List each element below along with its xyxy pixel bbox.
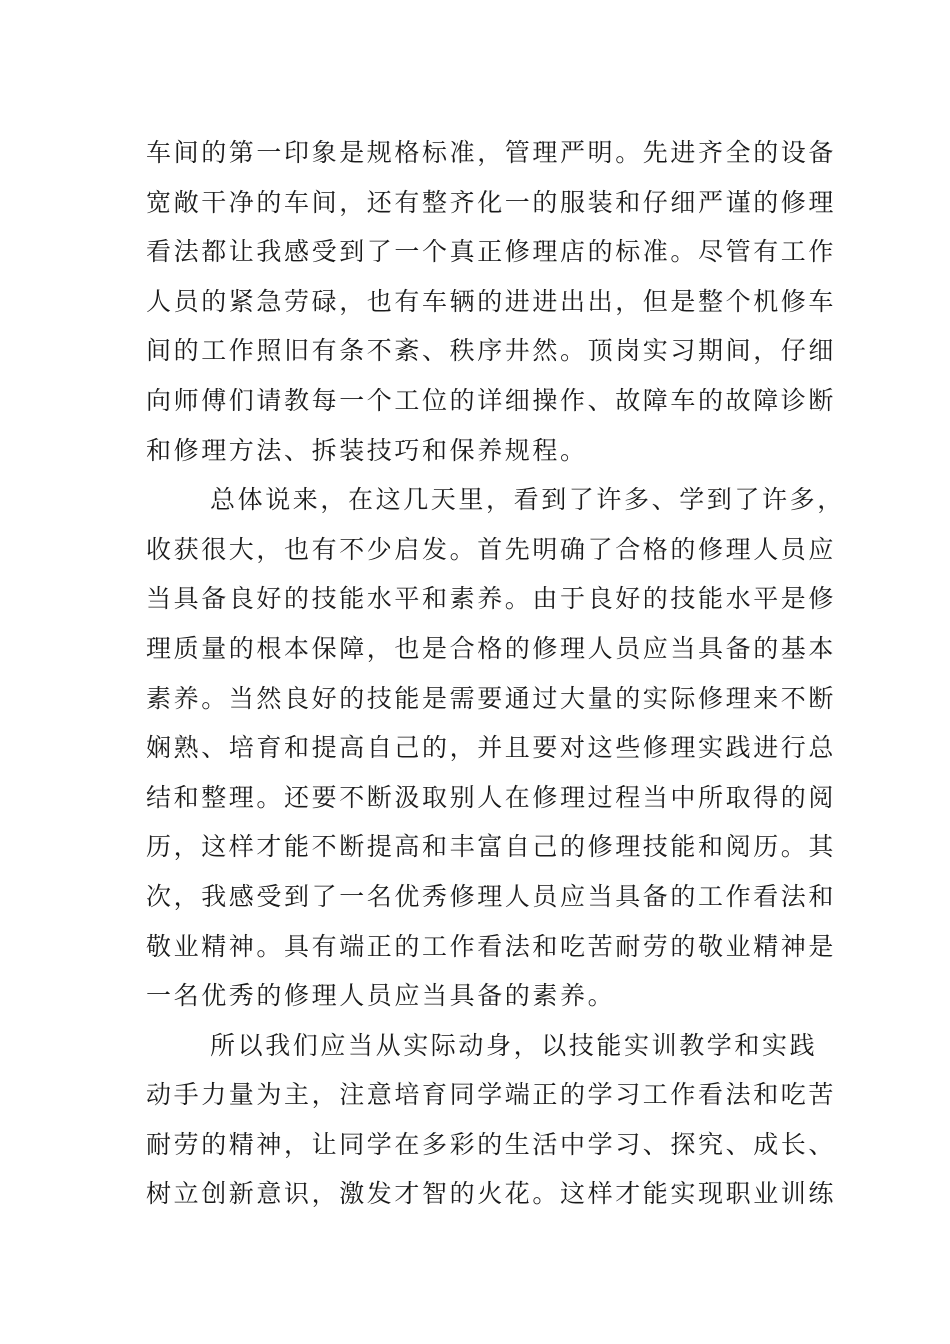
text-line: 树立创新意识，激发才智的火花。这样才能实现职业训练 xyxy=(146,1179,837,1209)
text-line: 历，这样才能不断提高和丰富自己的修理技能和阅历。其 xyxy=(146,832,837,862)
text-line: 人员的紧急劳碌，也有车辆的进进出出，但是整个机修车 xyxy=(146,286,837,316)
text-line: 和修理方法、拆装技巧和保养规程。 xyxy=(146,435,588,465)
text-line: 次，我感受到了一名优秀修理人员应当具备的工作看法和 xyxy=(146,881,837,911)
text-line: 间的工作照旧有条不紊、秩序井然。顶岗实习期间，仔细 xyxy=(146,336,837,366)
text-line: 向师傅们请教每一个工位的详细操作、故障车的故障诊断 xyxy=(146,385,837,415)
text-line: 当具备良好的技能水平和素养。由于良好的技能水平是修 xyxy=(146,584,837,614)
text-line: 宽敞干净的车间，还有整齐化一的服装和仔细严谨的修理 xyxy=(146,187,837,217)
text-line: 耐劳的精神，让同学在多彩的生活中学习、探究、成长、 xyxy=(146,1129,837,1159)
text-line: 一名优秀的修理人员应当具备的素养。 xyxy=(146,981,616,1011)
text-line: 动手力量为主，注意培育同学端正的学习工作看法和吃苦 xyxy=(146,1080,837,1110)
body-text xyxy=(146,128,845,1219)
text-line: 素养。当然良好的技能是需要通过大量的实际修理来不断 xyxy=(146,683,837,713)
text-line: 结和整理。还要不断汲取别人在修理过程当中所取得的阅 xyxy=(146,782,837,812)
paragraph-start-line: 总体说来，在这几天里，看到了许多、学到了许多， xyxy=(210,485,845,515)
text-line: 看法都让我感受到了一个真正修理店的标准。尽管有工作 xyxy=(146,237,837,267)
paragraph-start-line: 所以我们应当从实际动身，以技能实训教学和实践 xyxy=(210,1030,818,1060)
text-line: 理质量的根本保障，也是合格的修理人员应当具备的基本 xyxy=(146,633,837,663)
text-line: 敬业精神。具有端正的工作看法和吃苦耐劳的敬业精神是 xyxy=(146,931,837,961)
text-line: 娴熟、培育和提高自己的，并且要对这些修理实践进行总 xyxy=(146,733,837,763)
text-line: 收获很大，也有不少启发。首先明确了合格的修理人员应 xyxy=(146,534,837,564)
text-line: 车间的第一印象是规格标准，管理严明。先进齐全的设备 xyxy=(146,138,837,167)
